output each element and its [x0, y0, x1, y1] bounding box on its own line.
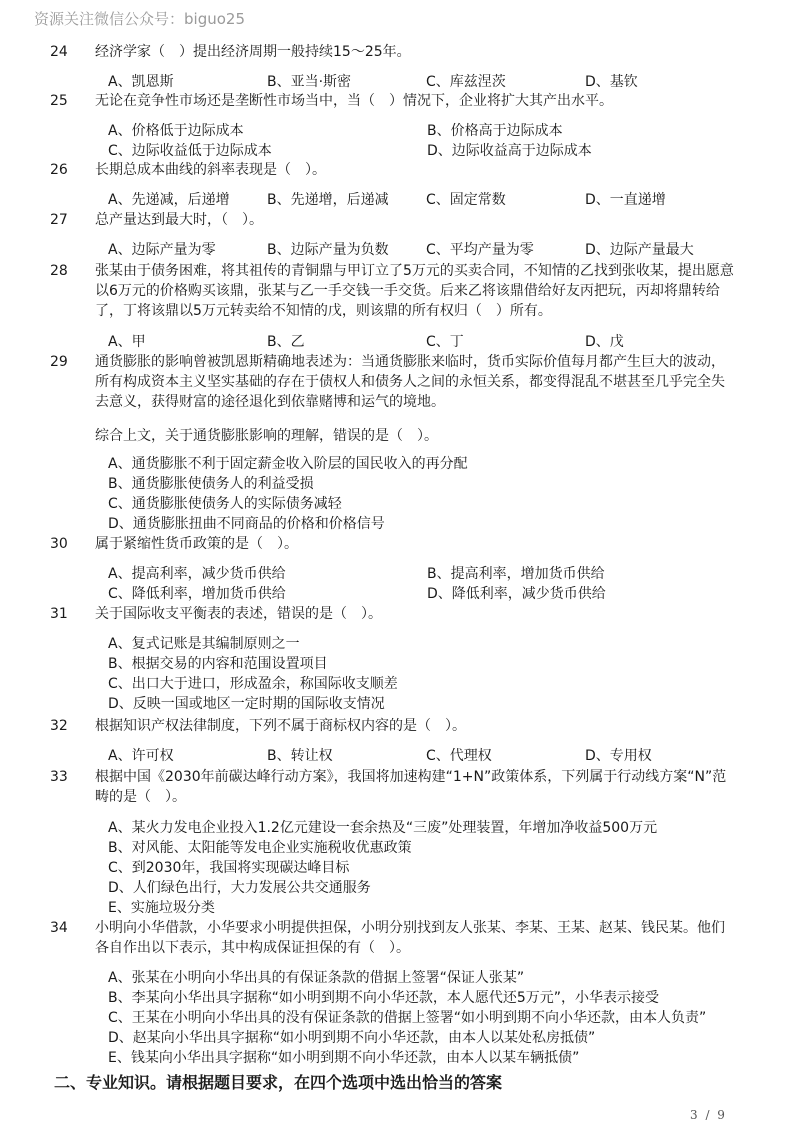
option-b: B、亚当·斯密 [267, 74, 352, 90]
option-b: B、乙 [267, 334, 305, 350]
option-c: C、库兹涅茨 [426, 74, 506, 90]
question-stem: 属于紧缩性货币政策的是（ ）。 [95, 536, 298, 552]
section-heading: 二、专业知识。请根据题目要求，在四个选项中选出恰当的答案 [54, 1073, 503, 1092]
option-a: A、某火力发电企业投入1.2亿元建设一套余热及“三废”处理装置，年增加净收益500万元 [108, 820, 658, 836]
question-number: 34 [50, 920, 68, 936]
option-e: E、钱某向小华出具字据称“如小明到期不向小华还款，由本人以某车辆抵债” [108, 1050, 580, 1066]
option-a: A、复式记账是其编制原则之一 [108, 636, 300, 652]
option-a: A、边际产量为零 [108, 242, 216, 258]
option-b: B、通货膨胀使债务人的利益受损 [108, 476, 314, 492]
option-d: D、边际产量最大 [585, 242, 694, 258]
watermark: 资源关注微信公众号：biguo25 [34, 10, 245, 28]
option-b: B、先递增，后递减 [267, 192, 389, 208]
option-a: A、先递减，后递增 [108, 192, 230, 208]
option-b: B、转让权 [267, 748, 333, 764]
question-number: 26 [50, 162, 68, 178]
question-number: 31 [50, 606, 68, 622]
option-d: D、通货膨胀扭曲不同商品的价格和价格信号 [108, 516, 385, 532]
question-number: 32 [50, 718, 68, 734]
question-number: 25 [50, 93, 68, 109]
question-stem: 小明向小华借款，小华要求小明提供担保，小明分别找到友人张某、李某、王某、赵某、钱民某。他们各自作出以下表示，其中构成保证担保的有（ ）。 [95, 920, 725, 956]
question-stem: 长期总成本曲线的斜率表现是（ ）。 [95, 162, 326, 178]
option-a: A、通货膨胀不利于固定薪金收入阶层的国民收入的再分配 [108, 456, 468, 472]
question-number: 28 [50, 263, 68, 279]
page-number: 3 / 9 [690, 1108, 727, 1122]
question-stem: 经济学家（ ）提出经济周期一般持续15～25年。 [95, 44, 411, 60]
option-b: B、对风能、太阳能等发电企业实施税收优惠政策 [108, 840, 412, 856]
option-c: C、王某在小明向小华出具的没有保证条款的借据上签署“如小明到期不向小华还款，由本人负责” [108, 1010, 707, 1026]
question-stem: 通货膨胀的影响曾被凯恩斯精确地表述为：当通货膨胀来临时，货币实际价值每月都产生巨大的波动，所有构成资本主义坚实基础的存在于债权人和债务人之间的永恒关系，都变得混乱不堪甚至几乎完全失去意义，获得财富的途径退化到依靠赌博和运气的境地。 [95, 354, 725, 410]
option-d: D、基钦 [585, 74, 638, 90]
option-a: A、张某在小明向小华出具的有保证条款的借据上签署“保证人张某” [108, 970, 525, 986]
option-c: C、边际收益低于边际成本 [108, 143, 272, 159]
question-stem: 总产量达到最大时，（ ）。 [95, 212, 263, 228]
option-c: C、丁 [426, 334, 464, 350]
option-c: C、出口大于进口，形成盈余，称国际收支顺差 [108, 676, 398, 692]
question-prompt: 综合上文，关于通货膨胀影响的理解，错误的是（ ）。 [95, 428, 438, 444]
question-number: 30 [50, 536, 68, 552]
option-c: C、降低利率，增加货币供给 [108, 586, 286, 602]
option-b: B、提高利率，增加货币供给 [427, 566, 605, 582]
question-stem: 无论在竞争性市场还是垄断性市场当中，当（ ）情况下，企业将扩大其产出水平。 [95, 93, 613, 109]
option-c: C、通货膨胀使债务人的实际债务减轻 [108, 496, 342, 512]
option-b: B、根据交易的内容和范围设置项目 [108, 656, 328, 672]
question-stem: 根据知识产权法律制度，下列不属于商标权内容的是（ ）。 [95, 718, 466, 734]
option-a: A、甲 [108, 334, 146, 350]
option-c: C、平均产量为零 [426, 242, 534, 258]
question-number: 33 [50, 769, 68, 785]
option-a: A、提高利率，减少货币供给 [108, 566, 286, 582]
option-d: D、边际收益高于边际成本 [427, 143, 592, 159]
option-d: D、一直递增 [585, 192, 666, 208]
question-stem: 张某由于债务困难，将其祖传的青铜鼎与甲订立了5万元的买卖合同，不知情的乙找到张收某，提出愿意以6万元的价格购买该鼎，张某与乙一手交钱一手交货。后来乙将该鼎借给好友丙把玩，丙却将鼎转给了，丁将该鼎以5万元转卖给不知情的戊，则该鼎的所有权归（ ）所有。 [95, 263, 734, 319]
question-number: 24 [50, 44, 68, 60]
question-stem: 根据中国《2030年前碳达峰行动方案》，我国将加速构建“1+N”政策体系，下列属于行动线方案“N”范畴的是（ ）。 [95, 769, 727, 805]
option-c: C、到2030年，我国将实现碳达峰目标 [108, 860, 350, 876]
option-b: B、李某向小华出具字据称“如小明到期不向小华还款，本人愿代还5万元”，小华表示接受 [108, 990, 660, 1006]
option-d: D、降低利率，减少货币供给 [427, 586, 606, 602]
option-c: C、代理权 [426, 748, 492, 764]
option-d: D、人们绿色出行，大力发展公共交通服务 [108, 880, 371, 896]
option-b: B、价格高于边际成本 [427, 123, 563, 139]
option-d: D、戊 [585, 334, 624, 350]
option-c: C、固定常数 [426, 192, 506, 208]
option-b: B、边际产量为负数 [267, 242, 389, 258]
option-a: A、凯恩斯 [108, 74, 174, 90]
option-d: D、反映一国或地区一定时期的国际收支情况 [108, 696, 385, 712]
option-a: A、许可权 [108, 748, 174, 764]
option-d: D、专用权 [585, 748, 652, 764]
question-stem: 关于国际收支平衡表的表述，错误的是（ ）。 [95, 606, 382, 622]
question-number: 27 [50, 212, 68, 228]
question-number: 29 [50, 354, 68, 370]
option-e: E、实施垃圾分类 [108, 900, 215, 916]
option-a: A、价格低于边际成本 [108, 123, 244, 139]
option-d: D、赵某向小华出具字据称“如小明到期不向小华还款，由本人以某处私房抵债” [108, 1030, 596, 1046]
